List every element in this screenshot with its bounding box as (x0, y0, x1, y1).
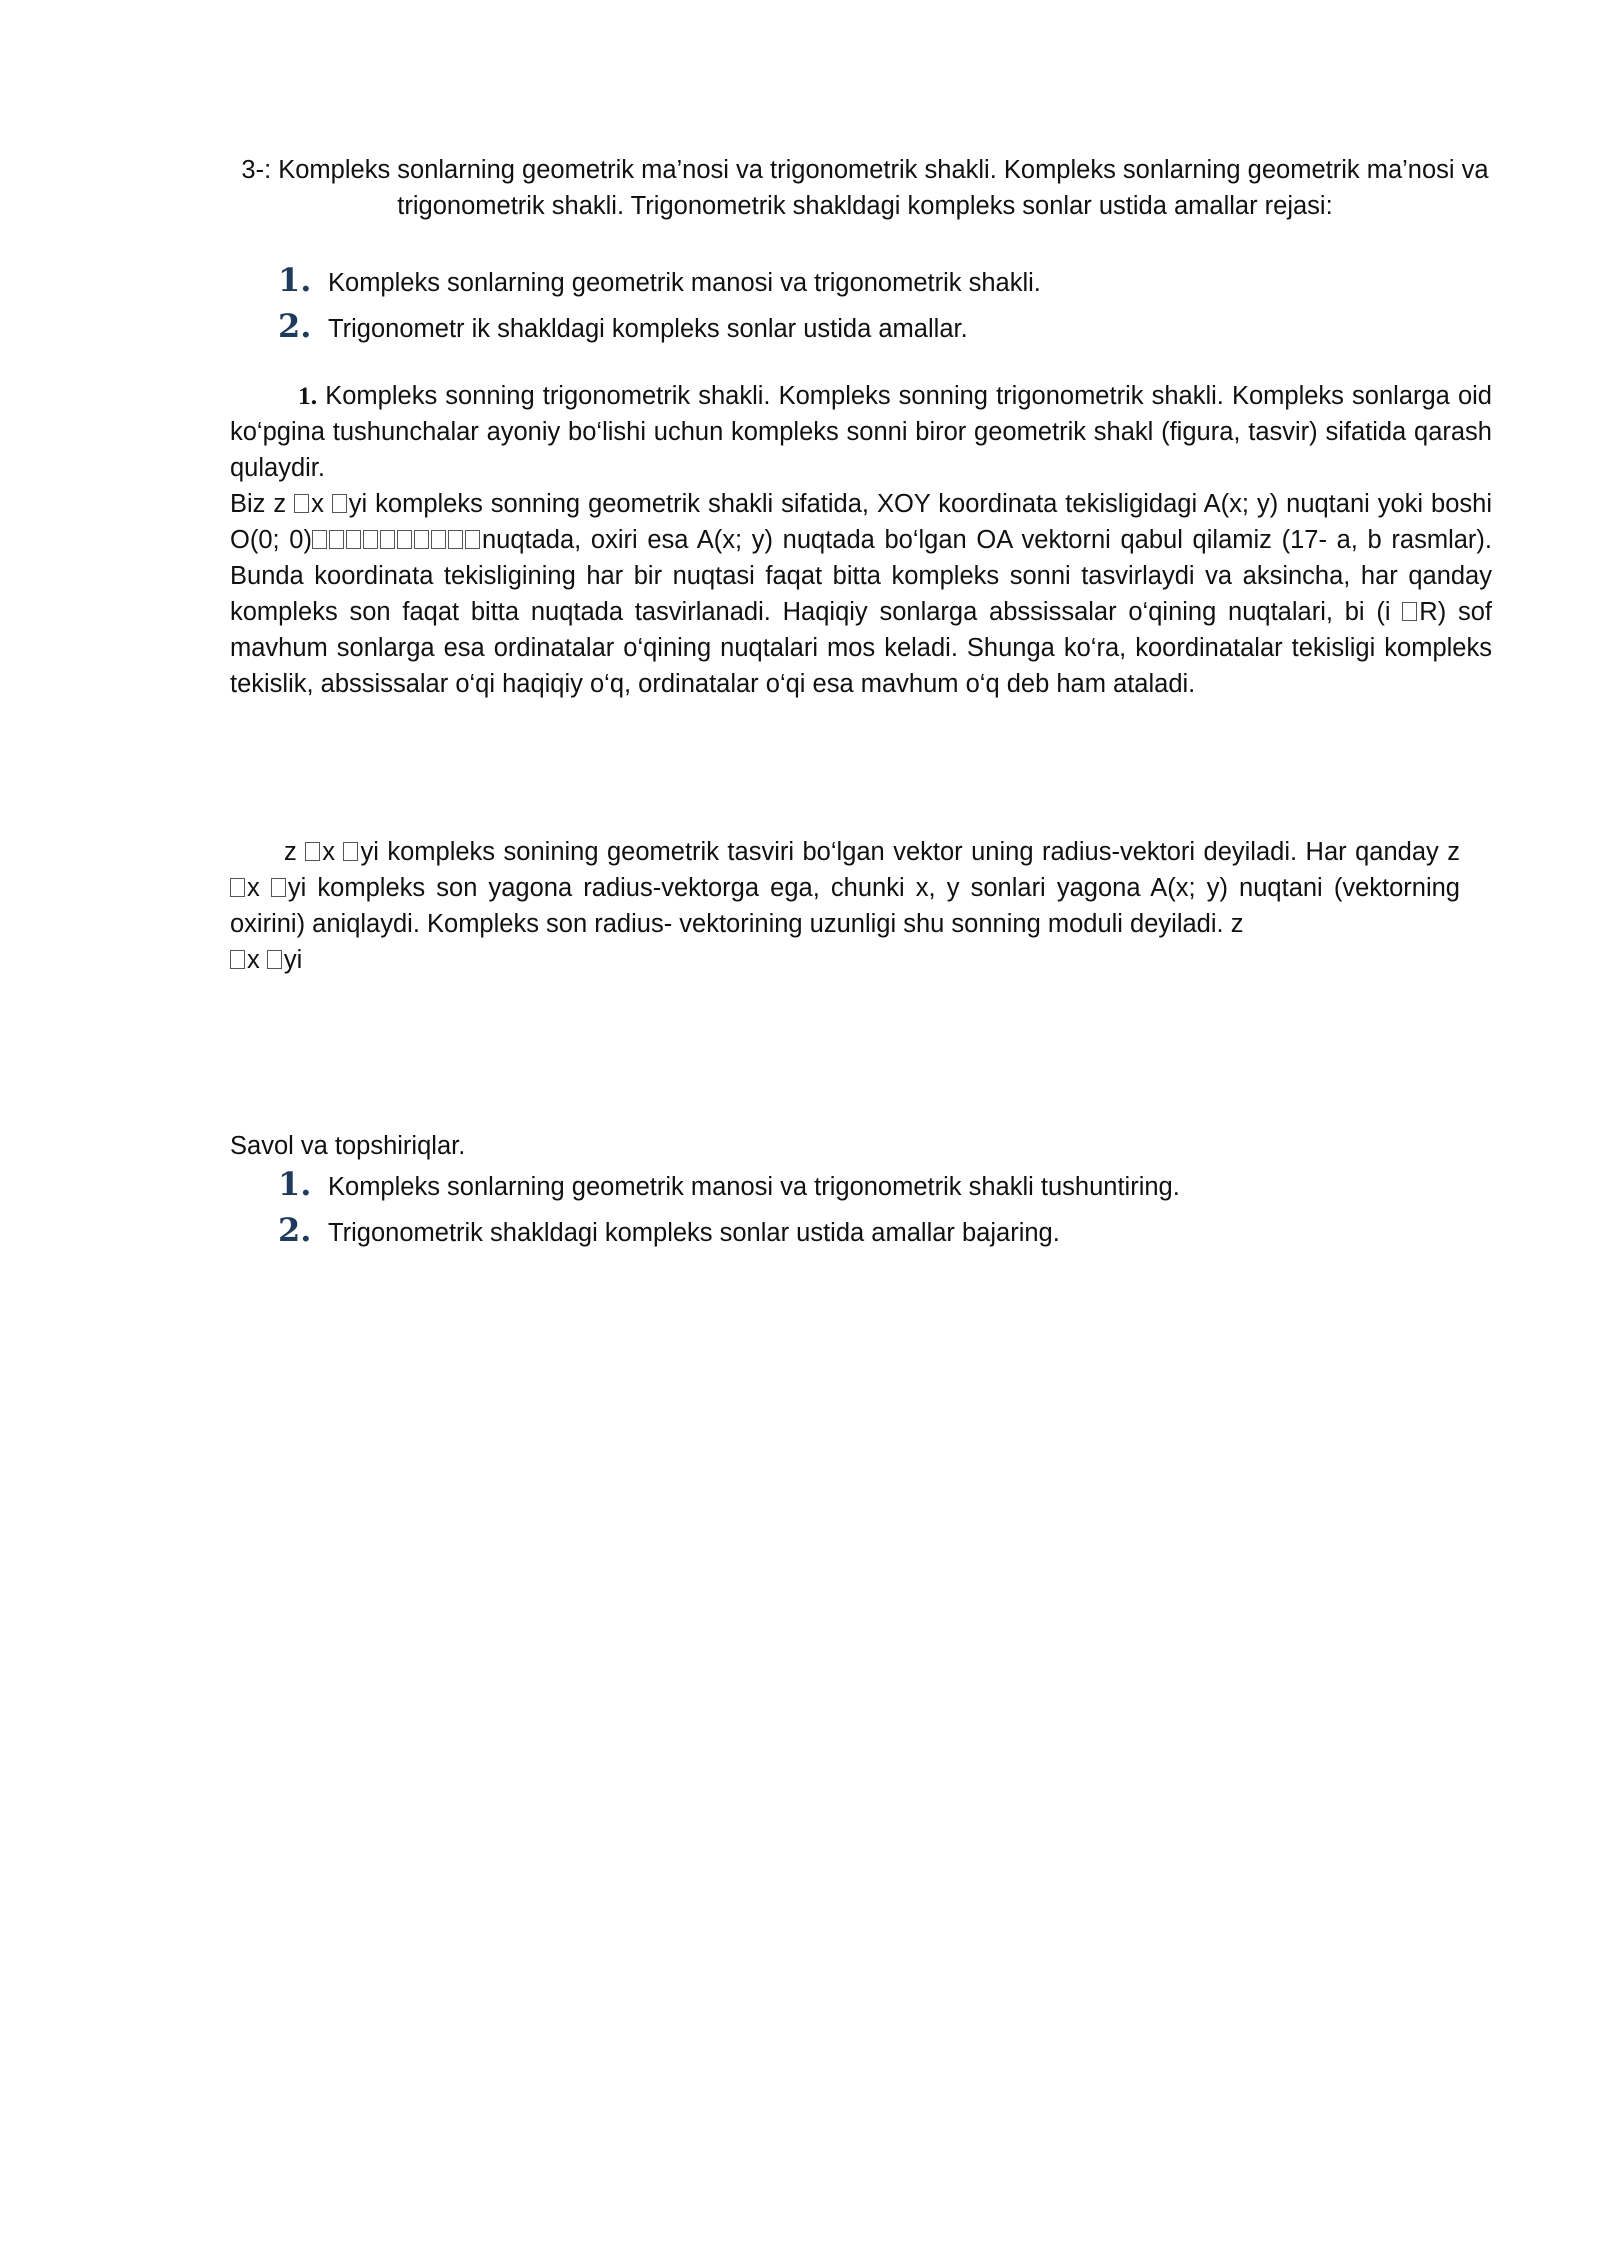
missing-glyph-icon (305, 842, 320, 861)
missing-glyph-icon (230, 950, 245, 969)
section-number: 1. (298, 381, 318, 410)
list-item-text: Kompleks sonlarning geometrik manosi va trigonometrik shakli. (328, 269, 1041, 297)
missing-glyph-icon (332, 494, 347, 513)
missing-glyph-icon (414, 530, 429, 549)
list-item-text: Kompleks sonlarning geometrik manosi va trigonometrik shakli tushuntiring. (328, 1173, 1180, 1201)
missing-glyph-icon (312, 530, 327, 549)
list-item (278, 1212, 1180, 1258)
text-run: Biz z (230, 490, 295, 518)
list-number: 1. (278, 1165, 312, 1203)
text-run: x (247, 874, 271, 902)
missing-glyph-icon (431, 530, 446, 549)
missing-glyph-icon (465, 530, 480, 549)
text-run: nuqtada, oxiri esa A(x; y) nuqtada bo‘lgan OA vektorni qabul qilamiz (17- a, b rasmlar). Bunda koordinata tekisligining har bir nuqtasi faqat bitta kompleks sonni tasvirlaydi va aksincha, har qanday kompleks son faqat bitta nuqtada tasvirlanadi. Haqiqiy sonlarga abssissalar o‘qining nuqtalari, bi (i (230, 526, 1492, 626)
paragraph-text: Kompleks sonning trigonometrik shakli. Kompleks sonning trigonometrik shakli. Kompleks sonlarga oid ko‘pgina tushunchalar ayoniy bo‘lishi uchun kompleks sonni biror geometrik shakl (figura, tasvir) sifatida qarash qulaydir. (230, 382, 1492, 482)
missing-glyph-icon (363, 530, 378, 549)
list-number: 2. (278, 307, 312, 345)
list-item (278, 308, 1041, 354)
missing-glyph-icon (397, 530, 412, 549)
text-run: yi kompleks son yagona radius-vektorga ega, chunki x, y sonlari yagona A(x; y) nuqtani (vektorning oxirini) aniqlaydi. Kompleks son radius- vektorining uzunligi shu sonning moduli deyiladi. z (230, 874, 1460, 938)
missing-glyph-icon (230, 878, 245, 897)
text-run: yi kompleks sonning geometrik shakli sifatida, XOY koordinata tekisligidagi A(x; y) nuqtani yoki boshi O(0; 0) (230, 490, 1493, 554)
missing-glyph-icon (329, 530, 344, 549)
list-number: 1. (278, 261, 312, 299)
missing-glyph-icon (343, 842, 358, 861)
list-number: 2. (278, 1211, 312, 1249)
page-title: 3-: Kompleks sonlarning geometrik ma’nosi va trigonometrik shakli. Kompleks sonlarning geometrik ma’nosi va trigonometrik shakli. Trigonometrik shakldagi kompleks sonlar ustida amallar rejasi: (241, 156, 1489, 220)
text-run: yi kompleks sonining geometrik tasviri bo‘lgan vektor uning radius-vektori deyiladi. Har qanday z (360, 838, 1460, 866)
text-run: x (247, 946, 267, 974)
plan-list (278, 262, 1041, 354)
missing-glyph-icon (294, 494, 309, 513)
list-item (278, 1166, 1180, 1212)
missing-glyph-icon (1402, 602, 1417, 621)
paragraph-radius-vector (230, 834, 1460, 978)
missing-glyph-icon (346, 530, 361, 549)
list-item (278, 262, 1041, 308)
paragraph-geometric-shape (230, 486, 1492, 702)
missing-glyph-icon (271, 878, 286, 897)
list-item-text: Trigonometr ik shakldagi kompleks sonlar ustida amallar. (328, 315, 968, 343)
paragraph-trigonometric-form (230, 378, 1492, 486)
missing-glyph-icon (380, 530, 395, 549)
text-run: z (284, 838, 306, 866)
text-run: R) sof mavhum sonlarga esa ordinatalar o‘qining nuqtalari mos keladi. Shunga ko‘ra, koordinatalar tekisligi kompleks tekislik, abssissalar o‘qi haqiqiy o‘q, ordinatalar o‘qi esa mavhum o‘q deb ham ataladi. (230, 598, 1492, 698)
missing-glyph-icon (448, 530, 463, 549)
list-item-text: Trigonometrik shakldagi kompleks sonlar ustida amallar bajaring. (328, 1219, 1060, 1247)
text-run: x (322, 838, 344, 866)
questions-heading: Savol va topshiriqlar. (230, 1132, 466, 1160)
text-run: yi (283, 946, 303, 974)
text-run: x (311, 490, 332, 518)
missing-glyph-icon (267, 950, 282, 969)
questions-list (278, 1166, 1180, 1258)
